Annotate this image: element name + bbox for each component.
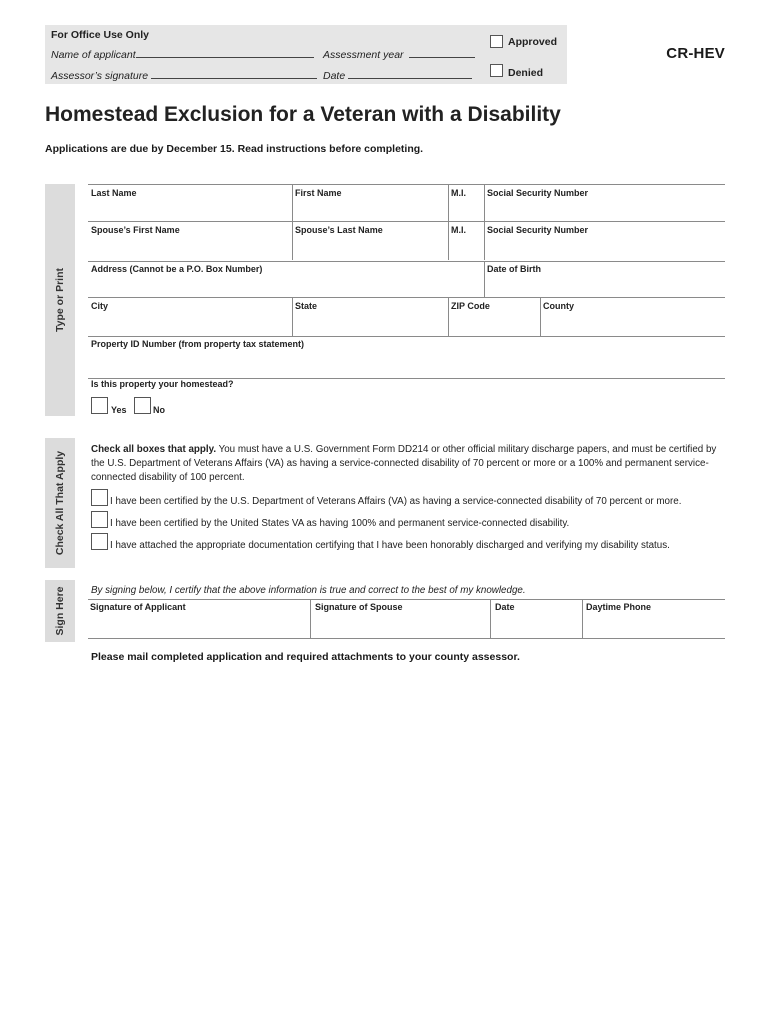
- row-divider: [88, 297, 725, 298]
- city-field[interactable]: City: [91, 301, 109, 311]
- denied-label: Denied: [508, 67, 544, 79]
- certified-70-label: I have been certified by the U.S. Department of Veterans Affairs (VA) as having a service-connected disability of 70 percent or more.: [110, 496, 682, 507]
- type-or-print-label: Type or Print: [54, 268, 66, 332]
- col-divider: [490, 599, 491, 638]
- sign-bottom-line: [88, 638, 725, 639]
- spouse-last-name-field[interactable]: Spouse’s Last Name: [295, 225, 383, 235]
- spouse-first-name-field[interactable]: Spouse’s First Name: [91, 225, 180, 235]
- county-field[interactable]: County: [543, 301, 574, 311]
- approved-label: Approved: [508, 36, 558, 48]
- col-divider: [484, 184, 485, 260]
- office-date-line[interactable]: [348, 68, 472, 79]
- assessor-signature-label: Assessor’s signature: [51, 68, 317, 82]
- col-divider: [582, 599, 583, 638]
- spouse-signature-field[interactable]: Signature of Spouse: [315, 602, 403, 612]
- documentation-checkbox[interactable]: [91, 533, 108, 550]
- applicant-name-label: Name of applicant: [51, 47, 314, 61]
- assessor-signature-line[interactable]: [151, 68, 317, 79]
- row-divider: [88, 261, 725, 262]
- address-field[interactable]: Address (Cannot be a P.O. Box Number): [91, 264, 263, 274]
- zip-code-field[interactable]: ZIP Code: [451, 301, 490, 311]
- certified-100-label: I have been certified by the United States VA as having 100% and permanent service-connected disability.: [110, 518, 570, 529]
- check-instructions: Check all boxes that apply. You must have a U.S. Government Form DD214 or other official military discharge papers, and must be certified by the U.S. Department of Veterans Affairs (VA) as having a service-connected disability of 70 percent or more or a 100% and permanent service-connected disability of 100 percent.: [91, 444, 717, 483]
- certified-100-checkbox[interactable]: [91, 511, 108, 528]
- col-divider: [310, 599, 311, 638]
- col-divider: [448, 184, 449, 260]
- certify-statement: By signing below, I certify that the above information is true and correct to the best of my knowledge.: [91, 585, 526, 596]
- check-all-tab: [45, 438, 75, 568]
- col-divider: [484, 261, 485, 297]
- mail-notice: Please mail completed application and required attachments to your county assessor.: [91, 651, 520, 663]
- office-use-box: [45, 25, 567, 84]
- homestead-yes-checkbox[interactable]: [91, 397, 108, 414]
- certified-70-checkbox[interactable]: [91, 489, 108, 506]
- assessment-year-line[interactable]: [409, 47, 475, 58]
- check-all-label: Check All That Apply: [54, 450, 66, 556]
- row-divider: [88, 184, 725, 185]
- applicant-name-line[interactable]: [136, 47, 314, 58]
- form-code: CR-HEV: [666, 45, 725, 62]
- middle-initial-field[interactable]: M.I.: [451, 188, 466, 198]
- ssn-field[interactable]: Social Security Number: [487, 188, 589, 198]
- col-divider: [292, 297, 293, 336]
- state-field[interactable]: State: [295, 301, 318, 311]
- sign-top-line: [88, 599, 725, 600]
- spouse-ssn-field[interactable]: Social Security Number: [487, 225, 589, 235]
- date-of-birth-field[interactable]: Date of Birth: [487, 264, 541, 274]
- type-or-print-tab: [45, 184, 75, 416]
- daytime-phone-field[interactable]: Daytime Phone: [586, 602, 652, 612]
- documentation-label: I have attached the appropriate documentation certifying that I have been honorably discharged and verifying my disability status.: [110, 540, 670, 551]
- approved-checkbox[interactable]: [490, 35, 503, 48]
- office-use-heading: For Office Use Only: [51, 29, 150, 41]
- col-divider: [448, 297, 449, 336]
- col-divider: [292, 184, 293, 260]
- sign-here-label: Sign Here: [54, 586, 66, 636]
- applicant-signature-field[interactable]: Signature of Applicant: [90, 602, 186, 612]
- office-date-label: Date: [323, 68, 472, 82]
- last-name-field[interactable]: Last Name: [91, 188, 137, 198]
- row-divider: [88, 221, 725, 222]
- homestead-question: Is this property your homestead?: [91, 379, 234, 389]
- sign-here-tab: [45, 580, 75, 642]
- page-title: Homestead Exclusion for a Veteran with a Disability: [45, 103, 561, 126]
- property-id-field[interactable]: Property ID Number (from property tax statement): [91, 339, 305, 349]
- homestead-no-label: No: [153, 405, 165, 415]
- denied-checkbox[interactable]: [490, 64, 503, 77]
- spouse-middle-initial-field[interactable]: M.I.: [451, 225, 466, 235]
- first-name-field[interactable]: First Name: [295, 188, 342, 198]
- row-divider: [88, 336, 725, 337]
- homestead-yes-label: Yes: [111, 405, 127, 415]
- homestead-no-checkbox[interactable]: [134, 397, 151, 414]
- assessment-year-label: Assessment year: [323, 47, 475, 61]
- col-divider: [540, 297, 541, 336]
- due-notice: Applications are due by December 15. Read instructions before completing.: [45, 143, 424, 155]
- signature-date-field[interactable]: Date: [495, 602, 515, 612]
